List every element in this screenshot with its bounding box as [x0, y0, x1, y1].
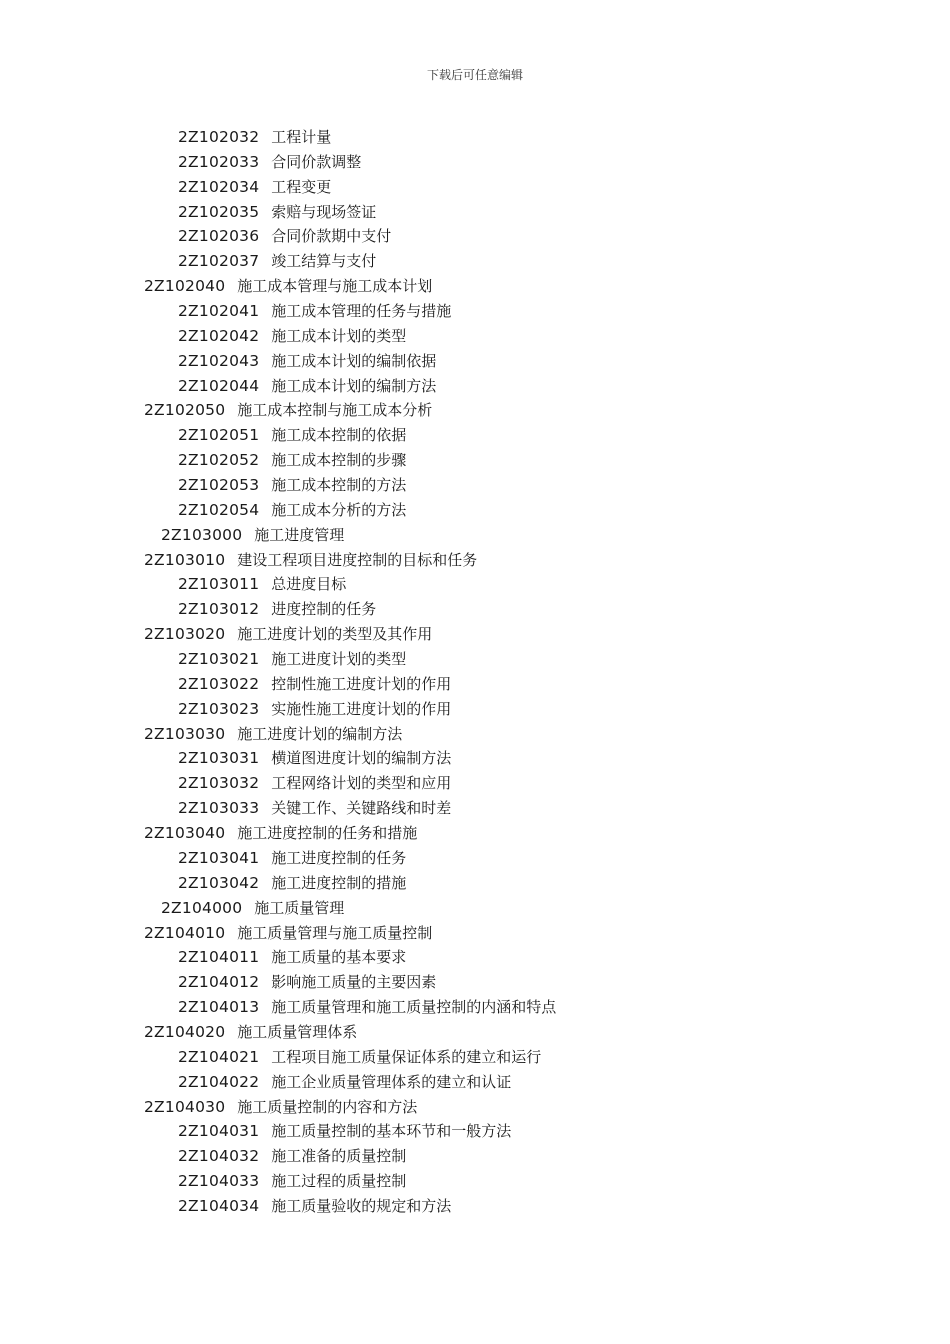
toc-entry-code: 2Z102052	[178, 451, 260, 470]
toc-entry-title: 施工质量管理体系	[237, 1022, 358, 1041]
toc-entry-level-3	[0, 299, 950, 324]
toc-entry-title: 施工准备的质量控制	[271, 1147, 407, 1166]
toc-entry-level-3	[0, 995, 950, 1020]
toc-entry-level-2	[0, 398, 950, 423]
toc-entry-level-3	[0, 1070, 950, 1095]
toc-entry-level-3	[0, 572, 950, 597]
toc-entry-level-3	[0, 423, 950, 448]
toc-entry-title: 施工质量验收的规定和方法	[271, 1196, 452, 1215]
toc-entry-code: 2Z102035	[178, 202, 260, 221]
toc-entry-code: 2Z104011	[178, 948, 260, 967]
toc-entry-title: 建设工程项目进度控制的目标和任务	[237, 550, 478, 569]
toc-entry-code: 2Z102051	[178, 426, 260, 445]
toc-entry-code: 2Z104033	[178, 1172, 260, 1191]
toc-entry-code: 2Z104010	[144, 923, 226, 942]
toc-entry-level-2	[0, 1095, 950, 1120]
table-of-contents	[0, 125, 950, 1219]
toc-entry-title: 施工过程的质量控制	[271, 1172, 407, 1191]
toc-entry-code: 2Z103040	[144, 824, 226, 843]
toc-entry-level-3	[0, 448, 950, 473]
toc-entry-title: 施工成本管理的任务与措施	[271, 302, 452, 321]
toc-entry-level-3	[0, 1169, 950, 1194]
toc-entry-title: 施工成本分析的方法	[271, 500, 407, 519]
toc-entry-title: 施工质量管理与施工质量控制	[237, 923, 433, 942]
toc-entry-level-2	[0, 921, 950, 946]
toc-entry-title: 控制性施工进度计划的作用	[271, 674, 452, 693]
toc-entry-title: 横道图进度计划的编制方法	[271, 749, 452, 768]
toc-entry-code: 2Z102034	[178, 177, 260, 196]
toc-entry-title: 工程网络计划的类型和应用	[271, 774, 452, 793]
toc-entry-level-3	[0, 697, 950, 722]
toc-entry-code: 2Z102044	[178, 376, 260, 395]
toc-entry-title: 工程项目施工质量保证体系的建立和运行	[271, 1047, 542, 1066]
toc-entry-level-3	[0, 945, 950, 970]
toc-entry-level-3	[0, 349, 950, 374]
toc-entry-level-2	[0, 821, 950, 846]
toc-entry-title: 施工进度计划的类型	[271, 650, 407, 669]
toc-entry-title: 施工质量控制的内容和方法	[237, 1097, 418, 1116]
toc-entry-code: 2Z104032	[178, 1147, 260, 1166]
toc-entry-title: 施工成本控制与施工成本分析	[237, 401, 433, 420]
toc-entry-code: 2Z104000	[161, 898, 243, 917]
toc-entry-title: 施工成本控制的方法	[271, 476, 407, 495]
toc-entry-level-2	[0, 1020, 950, 1045]
toc-entry-code: 2Z102053	[178, 476, 260, 495]
toc-entry-code: 2Z104021	[178, 1047, 260, 1066]
toc-entry-title: 工程变更	[271, 177, 332, 196]
toc-entry-level-3	[0, 647, 950, 672]
toc-entry-level-3	[0, 1119, 950, 1144]
toc-entry-level-3	[0, 796, 950, 821]
toc-entry-title: 施工质量控制的基本环节和一般方法	[271, 1122, 512, 1141]
toc-entry-code: 2Z103000	[161, 525, 243, 544]
toc-entry-level-3	[0, 597, 950, 622]
toc-entry-level-3	[0, 871, 950, 896]
toc-entry-level-3	[0, 374, 950, 399]
toc-entry-title: 施工成本计划的编制依据	[271, 351, 437, 370]
toc-entry-title: 施工进度控制的措施	[271, 873, 407, 892]
toc-entry-level-2	[0, 274, 950, 299]
toc-entry-title: 合同价款期中支付	[271, 227, 392, 246]
toc-entry-code: 2Z103031	[178, 749, 260, 768]
toc-entry-code: 2Z104013	[178, 998, 260, 1017]
toc-entry-title: 合同价款调整	[271, 152, 362, 171]
toc-entry-level-3	[0, 746, 950, 771]
toc-entry-code: 2Z102043	[178, 351, 260, 370]
toc-entry-code: 2Z102040	[144, 277, 226, 296]
toc-entry-title: 总进度目标	[271, 575, 347, 594]
toc-entry-code: 2Z103030	[144, 724, 226, 743]
toc-entry-title: 施工成本管理与施工成本计划	[237, 277, 433, 296]
toc-entry-title: 施工成本控制的步骤	[271, 451, 407, 470]
toc-entry-level-3	[0, 1144, 950, 1169]
toc-entry-code: 2Z102037	[178, 252, 260, 271]
toc-entry-level-3	[0, 771, 950, 796]
toc-entry-code: 2Z102041	[178, 302, 260, 321]
toc-entry-title: 施工质量的基本要求	[271, 948, 407, 967]
toc-entry-level-3	[0, 200, 950, 225]
toc-entry-code: 2Z103022	[178, 674, 260, 693]
toc-entry-title: 施工质量管理	[254, 898, 345, 917]
toc-entry-title: 进度控制的任务	[271, 600, 377, 619]
toc-entry-title: 施工成本控制的依据	[271, 426, 407, 445]
toc-entry-title: 关键工作、关键路线和时差	[271, 799, 452, 818]
toc-entry-code: 2Z104020	[144, 1022, 226, 1041]
toc-entry-level-2	[0, 548, 950, 573]
toc-entry-title: 施工企业质量管理体系的建立和认证	[271, 1072, 512, 1091]
toc-entry-title: 施工进度计划的编制方法	[237, 724, 403, 743]
toc-entry-level-2	[0, 622, 950, 647]
toc-entry-code: 2Z104012	[178, 973, 260, 992]
toc-entry-level-3	[0, 1045, 950, 1070]
toc-entry-title: 施工进度控制的任务和措施	[237, 824, 418, 843]
toc-entry-level-3	[0, 970, 950, 995]
toc-entry-level-3	[0, 249, 950, 274]
toc-entry-code: 2Z102042	[178, 326, 260, 345]
toc-entry-code: 2Z103021	[178, 650, 260, 669]
toc-entry-code: 2Z103033	[178, 799, 260, 818]
toc-entry-code: 2Z104022	[178, 1072, 260, 1091]
toc-entry-code: 2Z102036	[178, 227, 260, 246]
toc-entry-title: 施工进度管理	[254, 525, 345, 544]
toc-entry-code: 2Z103011	[178, 575, 260, 594]
toc-entry-title: 索赔与现场签证	[271, 202, 377, 221]
toc-entry-code: 2Z103023	[178, 699, 260, 718]
toc-entry-level-3	[0, 846, 950, 871]
toc-entry-title: 工程计量	[271, 128, 332, 146]
toc-entry-code: 2Z104031	[178, 1122, 260, 1141]
toc-entry-title: 施工成本计划的类型	[271, 326, 407, 345]
toc-entry-level-3	[0, 324, 950, 349]
toc-entry-level-3	[0, 125, 950, 150]
toc-entry-code: 2Z102050	[144, 401, 226, 420]
toc-entry-level-1	[0, 896, 950, 921]
toc-entry-title: 影响施工质量的主要因素	[271, 973, 437, 992]
toc-entry-title: 施工质量管理和施工质量控制的内涵和特点	[271, 998, 557, 1017]
toc-entry-level-3	[0, 224, 950, 249]
toc-entry-title: 施工成本计划的编制方法	[271, 376, 437, 395]
toc-entry-level-3	[0, 150, 950, 175]
toc-entry-code: 2Z103010	[144, 550, 226, 569]
toc-entry-code: 2Z103032	[178, 774, 260, 793]
toc-entry-code: 2Z102033	[178, 152, 260, 171]
toc-entry-level-1	[0, 523, 950, 548]
toc-entry-code: 2Z103041	[178, 848, 260, 867]
toc-entry-code: 2Z102054	[178, 500, 260, 519]
toc-entry-level-3	[0, 175, 950, 200]
toc-entry-level-3	[0, 473, 950, 498]
toc-entry-code: 2Z102032	[178, 128, 260, 146]
toc-entry-level-3	[0, 672, 950, 697]
toc-entry-code: 2Z104030	[144, 1097, 226, 1116]
toc-entry-level-3	[0, 1194, 950, 1219]
toc-entry-title: 竣工结算与支付	[271, 252, 377, 271]
toc-entry-title: 施工进度计划的类型及其作用	[237, 625, 433, 644]
toc-entry-level-3	[0, 498, 950, 523]
toc-entry-code: 2Z103012	[178, 600, 260, 619]
toc-entry-code: 2Z103020	[144, 625, 226, 644]
toc-entry-title: 施工进度控制的任务	[271, 848, 407, 867]
page-header: 下载后可任意编辑	[426, 68, 523, 82]
toc-entry-code: 2Z103042	[178, 873, 260, 892]
toc-entry-level-2	[0, 722, 950, 747]
toc-entry-title: 实施性施工进度计划的作用	[271, 699, 452, 718]
toc-entry-code: 2Z104034	[178, 1196, 260, 1215]
